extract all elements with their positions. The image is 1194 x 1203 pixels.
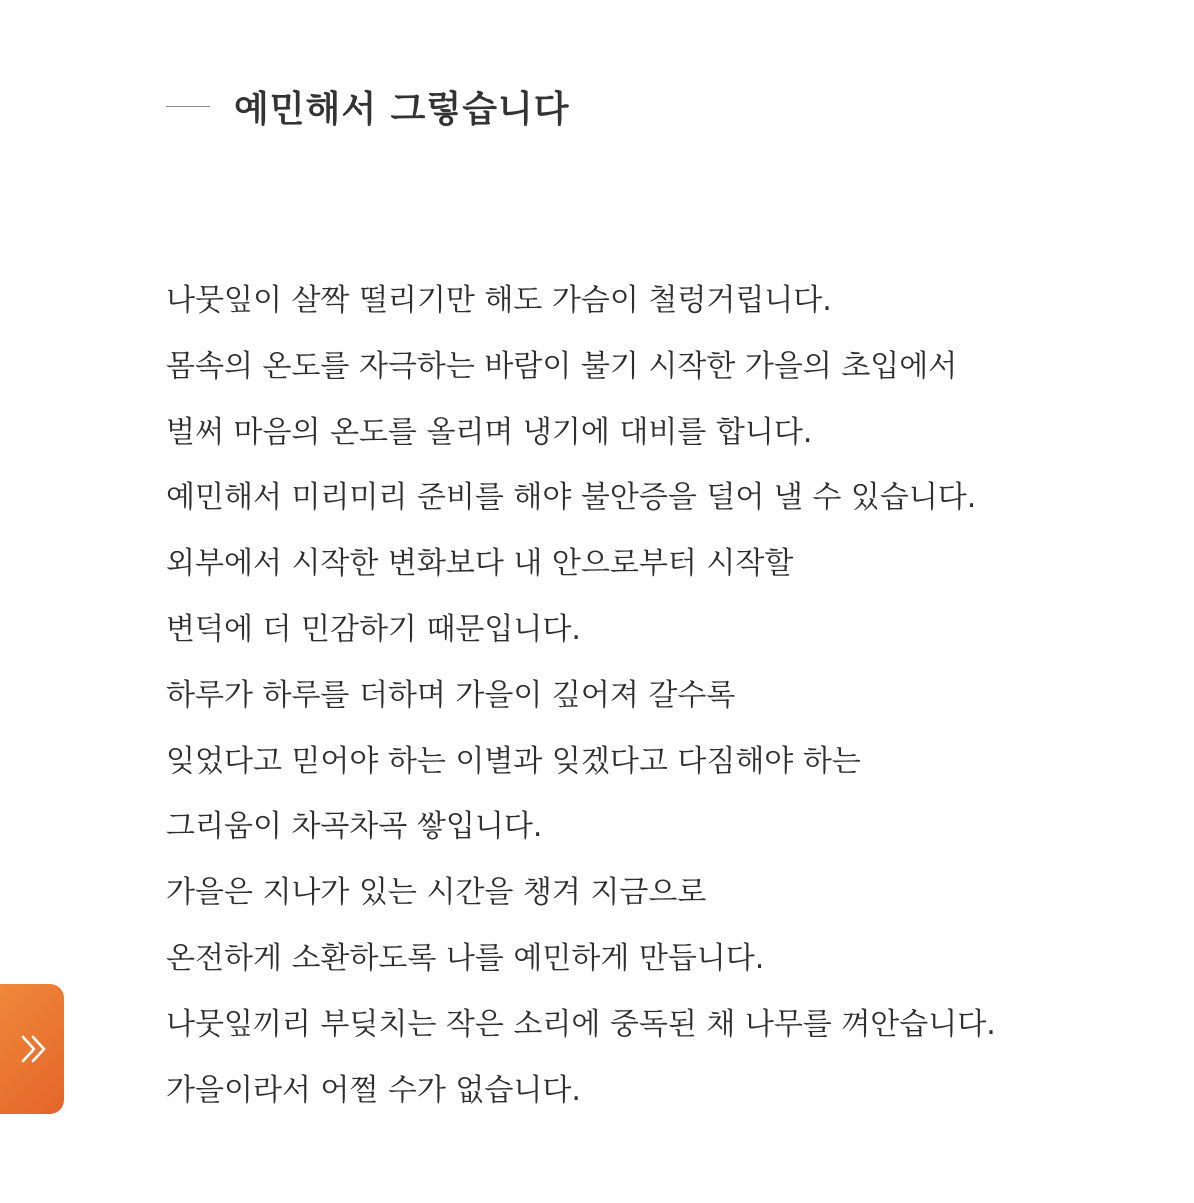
poem-line: 예민해서 미리미리 준비를 해야 불안증을 덜어 낼 수 있습니다. xyxy=(166,480,977,516)
poem-line: 변덕에 더 민감하기 때문입니다. xyxy=(166,611,581,647)
poem-line: 온전하게 소환하도록 나를 예민하게 만듭니다. xyxy=(166,940,765,976)
title-row xyxy=(166,78,570,134)
poem-line: 몸속의 온도를 자극하는 바람이 불기 시작한 가을의 초입에서 xyxy=(166,348,958,384)
poem-body xyxy=(166,268,1126,1123)
poem-line: 잊었다고 믿어야 하는 이별과 잊겠다고 다짐해야 하는 xyxy=(166,743,861,779)
poem-line: 나뭇잎이 살짝 떨리기만 해도 가슴이 철렁거립니다. xyxy=(166,283,832,318)
poem-line: 외부에서 시작한 변화보다 내 안으로부터 시작할 xyxy=(166,546,794,582)
poem-line: 가을은 지나가 있는 시간을 챙겨 지금으로 xyxy=(166,875,707,911)
poem-line: 그리움이 차곡차곡 쌓입니다. xyxy=(166,809,543,845)
poem-line: 나뭇잎끼리 부딪치는 작은 소리에 중독된 채 나무를 껴안습니다. xyxy=(166,1006,996,1042)
page-title: 예민해서 그렇습니다 xyxy=(234,87,570,130)
title-dash-divider xyxy=(166,106,210,107)
next-page-button[interactable] xyxy=(0,984,64,1114)
poem-line: 벌써 마음의 온도를 올리며 냉기에 대비를 합니다. xyxy=(166,414,813,450)
poem-line: 가을이라서 어쩔 수가 없습니다. xyxy=(166,1072,581,1108)
poem-line: 하루가 하루를 더하며 가을이 깊어져 갈수록 xyxy=(166,677,736,713)
double-chevron-right-icon xyxy=(17,1032,51,1066)
